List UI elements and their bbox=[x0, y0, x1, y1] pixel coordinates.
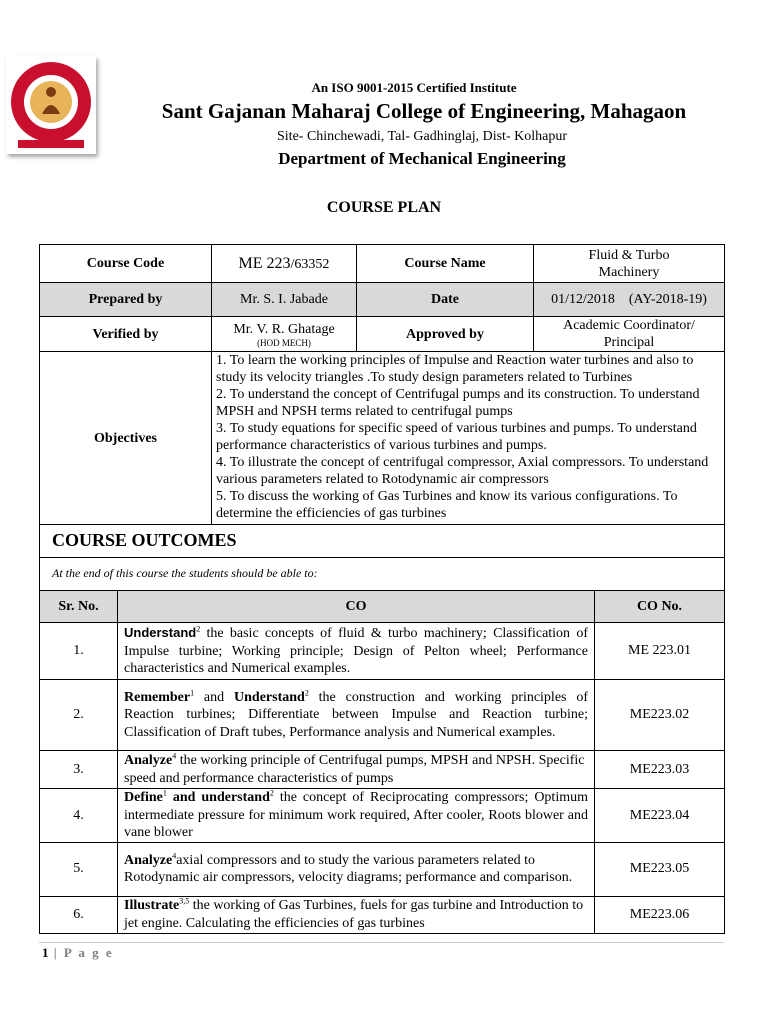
sr-no: 1. bbox=[40, 623, 118, 680]
prepared-by-label: Prepared by bbox=[40, 283, 212, 317]
approved-by-value: Academic Coordinator/ Principal bbox=[534, 317, 725, 352]
page-word: | P a g e bbox=[48, 945, 114, 960]
col-header-sr: Sr. No. bbox=[40, 591, 118, 623]
page-number: 1 bbox=[42, 945, 49, 960]
course-outcomes-title: COURSE OUTCOMES bbox=[40, 525, 725, 558]
co-verb: Define bbox=[124, 790, 163, 805]
co-description bbox=[118, 751, 595, 789]
co-verb: Illustrate bbox=[124, 898, 180, 913]
co-number: ME 223.01 bbox=[595, 623, 725, 680]
co-description bbox=[118, 896, 595, 933]
table-row bbox=[40, 680, 725, 751]
objectives-label: Objectives bbox=[40, 352, 212, 525]
course-name-label: Course Name bbox=[357, 245, 534, 283]
co-verb: Remember bbox=[124, 689, 191, 705]
bloom-level: 2 bbox=[304, 688, 309, 698]
co-verb: Understand bbox=[124, 625, 197, 641]
course-code-main: ME 223 bbox=[238, 254, 291, 272]
course-code-value bbox=[212, 245, 357, 283]
sr-no: 6. bbox=[40, 896, 118, 933]
col-header-co-no: CO No. bbox=[595, 591, 725, 623]
bloom-level: 4 bbox=[172, 751, 177, 761]
co-verb: Understand bbox=[234, 689, 305, 705]
table-row bbox=[40, 789, 725, 843]
co-text: the working of Gas Turbines, fuels for gas turbine and Introduction to jet engine. Calculating the efficiencies of gas turbines bbox=[124, 898, 584, 931]
date-value: 01/12/2018 (AY-2018-19) bbox=[534, 283, 725, 317]
bloom-level: 2 bbox=[269, 788, 274, 798]
objective-item: 2. To understand the concept of Centrifugal pumps and its construction. To understand MPSH and NPSH terms related to centrifugal pumps bbox=[216, 387, 700, 419]
co-number: ME223.06 bbox=[595, 896, 725, 933]
course-outcomes-table bbox=[39, 524, 725, 934]
footer-divider bbox=[39, 942, 724, 943]
col-header-co: CO bbox=[118, 591, 595, 623]
co-verb: Analyze bbox=[124, 753, 173, 768]
objective-item: 3. To study equations for specific speed of various turbines and pumps. To understand performance characteristics of various turbines and pumps. bbox=[216, 421, 697, 453]
co-text: the basic concepts of fluid & turbo machinery; Classification of Impulse turbine; Working principle; Design of Pelton wheel; Performance characteristics and Numerical examples. bbox=[124, 626, 588, 677]
verified-by-value: Mr. V. R. Ghatage bbox=[233, 321, 335, 337]
sr-no: 4. bbox=[40, 789, 118, 843]
co-number: ME223.02 bbox=[595, 680, 725, 751]
bloom-level: 2 bbox=[196, 624, 201, 634]
co-connector: and bbox=[194, 689, 235, 705]
co-number: ME223.04 bbox=[595, 789, 725, 843]
bloom-level: 4 bbox=[172, 850, 177, 860]
verified-by-role: (HOD MECH) bbox=[257, 337, 311, 348]
verified-by-cell bbox=[212, 317, 357, 352]
course-code-label: Course Code bbox=[40, 245, 212, 283]
co-text: axial compressors and to study the various parameters related to Rotodynamic air compressors, velocity diagrams; performance and comparison. bbox=[124, 852, 573, 885]
course-outcomes-intro: At the end of this course the students should be able to: bbox=[40, 558, 725, 591]
co-number: ME223.03 bbox=[595, 751, 725, 789]
co-number: ME223.05 bbox=[595, 842, 725, 896]
course-name-value: Fluid & Turbo Machinery bbox=[534, 245, 725, 283]
date-label: Date bbox=[357, 283, 534, 317]
co-description bbox=[118, 842, 595, 896]
approved-by-label: Approved by bbox=[357, 317, 534, 352]
prepared-by-value: Mr. S. I. Jabade bbox=[212, 283, 357, 317]
sr-no: 5. bbox=[40, 842, 118, 896]
co-description bbox=[118, 680, 595, 751]
co-text: the construction and working principles of Reaction turbines; Differentiate between Impulse and Reaction turbine; Classification of Draft tubes, Performance analysis and Numerical examples. bbox=[124, 689, 589, 740]
objective-item: 4. To illustrate the concept of centrifugal compressor, Axial compressors. To understand various parameters related to Rotodynamic air compressors bbox=[216, 455, 709, 487]
co-text: the concept of Reciprocating compressors; Optimum intermediate pressure for minimum work required, After cooler, Roots blower and vane blower bbox=[124, 790, 588, 840]
college-address: Site- Chinchewadi, Tal- Gadhinglaj, Dist- Kolhapur bbox=[277, 129, 567, 144]
college-name: Sant Gajanan Maharaj College of Engineering, Mahagaon bbox=[161, 99, 687, 123]
course-info-table bbox=[39, 244, 725, 525]
course-code-alt: /63352 bbox=[290, 256, 330, 272]
sr-no: 2. bbox=[40, 680, 118, 751]
page-title: COURSE PLAN bbox=[326, 199, 442, 216]
table-row bbox=[40, 896, 725, 933]
table-row bbox=[40, 623, 725, 680]
co-text: the working principle of Centrifugal pumps, MPSH and NPSH. Specific speed and performance characteristics of pumps bbox=[124, 753, 585, 786]
table-row bbox=[40, 842, 725, 896]
objectives-list bbox=[212, 352, 725, 525]
sr-no: 3. bbox=[40, 751, 118, 789]
table-row bbox=[40, 751, 725, 789]
objective-item: 5. To discuss the working of Gas Turbines and know its various configurations. To determine the efficiencies of gas turbines bbox=[216, 489, 678, 521]
department-name: Department of Mechanical Engineering bbox=[278, 149, 566, 168]
co-description bbox=[118, 623, 595, 680]
page-footer bbox=[42, 945, 114, 961]
iso-certification: An ISO 9001-2015 Certified Institute bbox=[311, 80, 517, 95]
co-verb: and understand bbox=[166, 790, 270, 805]
objective-item: 1. To learn the working principles of Impulse and Reaction water turbines and also to study its velocity triangles .To study design parameters related to Turbines bbox=[216, 353, 694, 385]
co-verb: Analyze bbox=[124, 852, 173, 868]
bloom-level: 3,5 bbox=[179, 896, 190, 906]
co-description bbox=[118, 789, 595, 843]
verified-by-label: Verified by bbox=[40, 317, 212, 352]
bloom-level: 1 bbox=[190, 688, 195, 698]
bloom-level: 1 bbox=[162, 788, 167, 798]
